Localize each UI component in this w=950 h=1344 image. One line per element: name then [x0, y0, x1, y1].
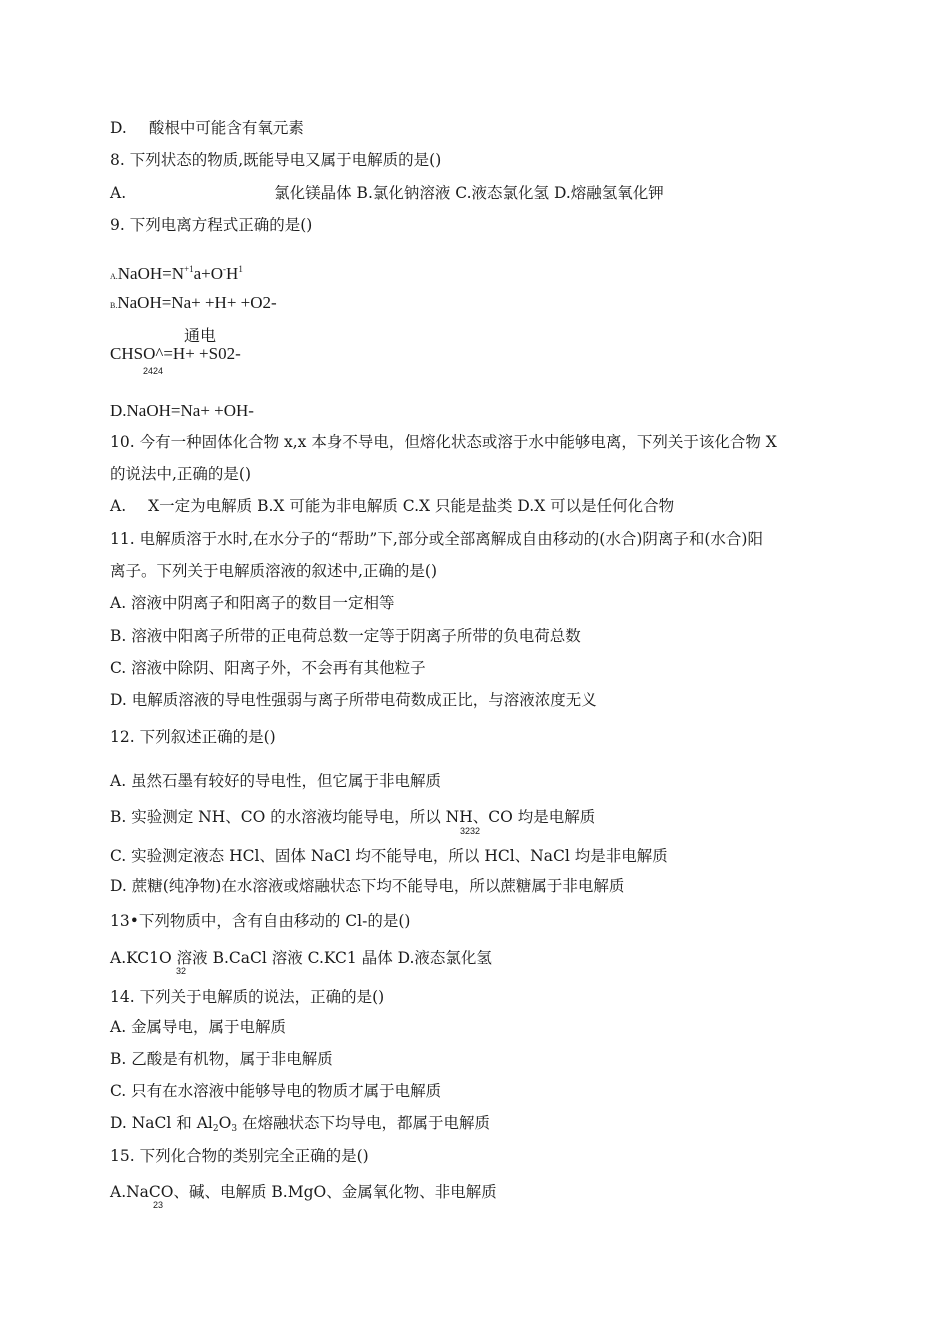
superscript: -	[223, 264, 227, 274]
option-label: D.	[110, 119, 127, 137]
question-14: 14. 下列关于电解质的说法，正确的是()	[110, 988, 385, 1006]
question-15-subscripts: 23	[153, 1200, 164, 1210]
equation-d: D.NaOH=Na+ +OH-	[110, 401, 254, 420]
question-13-options: A.KC1O 溶液 B.CaCl 溶液 C.KC1 晶体 D.液态氯化氢	[110, 949, 492, 967]
question-15-options: A.NaCO、碱、电解质 B.MgO、金属氧化物、非电解质	[110, 1183, 497, 1201]
electrolysis-label: 通电	[184, 326, 217, 345]
eq-part: a+O	[193, 264, 224, 283]
question-12-option-a: A. 虽然石墨有较好的导电性，但它属于非电解质	[110, 772, 442, 790]
question-12: 12. 下列叙述正确的是()	[110, 728, 276, 746]
subscript: 2	[212, 1124, 219, 1134]
question-15: 15. 下列化合物的类别完全正确的是()	[110, 1147, 369, 1165]
equation-b	[110, 293, 277, 316]
question-14-option-b: B. 乙酸是有机物，属于非电解质	[110, 1050, 333, 1068]
option-text: X一定为电解质 B.X 可能为非电解质 C.X 只能是盐类 D.X 可以是任何化合物	[148, 497, 675, 515]
eq-part: NaOH=N	[117, 264, 185, 283]
question-12-option-c: C. 实验测定液态 HCl、固体 NaCl 均不能导电，所以 HCl、NaCl 均是非电解质	[110, 847, 668, 865]
option-text: O	[218, 1114, 232, 1132]
option-d-q7	[110, 118, 304, 138]
question-11-cont: 离子。下列关于电解质溶液的叙述中,正确的是()	[110, 562, 438, 580]
option-b-subscripts: 3232	[460, 826, 481, 836]
question-10-options	[110, 496, 674, 516]
question-11: 11. 电解质溶于水时,在水分子的“帮助”下,部分或全部离解成自由移动的(水合)阴离子和(水合)阳	[110, 530, 763, 548]
equation-a	[110, 259, 243, 287]
question-10-cont: 的说法中,正确的是()	[110, 465, 252, 483]
question-8: 8. 下列状态的物质,既能导电又属于电解质的是()	[110, 151, 442, 169]
subscript: 3	[231, 1124, 238, 1134]
question-13: 13•下列物质中，含有自由移动的 Cl-的是()	[110, 912, 411, 930]
question-14-option-c: C. 只有在水溶液中能够导电的物质才属于电解质	[110, 1082, 442, 1100]
equation-label: B.	[110, 301, 118, 310]
superscript: +1	[184, 264, 194, 274]
option-text: 氯化镁晶体 B.氯化钠溶液 C.液态氯化氢 D.熔融氢氧化钾	[274, 184, 664, 202]
equation-label: A.	[110, 272, 118, 281]
question-14-option-a: A. 金属导电，属于电解质	[110, 1018, 287, 1036]
question-9: 9. 下列电离方程式正确的是()	[110, 216, 313, 234]
equation-c-subscripts: 2424	[143, 366, 164, 376]
option-text: D. NaCl 和 Al	[110, 1114, 213, 1132]
question-11-option-a: A. 溶液中阴离子和阳离子的数目一定相等	[110, 594, 395, 612]
question-13-subscripts: 32	[176, 966, 187, 976]
option-label: A.	[110, 497, 127, 515]
superscript: 1	[238, 264, 243, 274]
option-text: 在熔融状态下均导电，都属于电解质	[237, 1114, 490, 1132]
question-8-options	[110, 183, 664, 203]
question-11-option-c: C. 溶液中除阴、阳离子外，不会再有其他粒子	[110, 659, 426, 677]
option-text: 酸根中可能含有氧元素	[148, 119, 304, 137]
question-12-option-d: D. 蔗糖(纯净物)在水溶液或熔融状态下均不能导电，所以蔗糖属于非电解质	[110, 877, 625, 895]
eq-part: H	[226, 264, 239, 283]
question-12-option-b: B. 实验测定 NH、CO 的水溶液均能导电，所以 NH、CO 均是电解质	[110, 808, 596, 826]
question-10: 10. 今有一种固体化合物 x,x 本身不导电，但熔化状态或溶于水中能够电离，下列关于该化合物 X	[110, 433, 777, 451]
equation-text: NaOH=Na+ +H+ +O2-	[117, 293, 277, 312]
option-label: A.	[110, 184, 127, 202]
question-11-option-d: D. 电解质溶液的导电性强弱与离子所带电荷数成正比，与溶液浓度无义	[110, 691, 597, 709]
question-14-option-d	[110, 1113, 490, 1139]
question-11-option-b: B. 溶液中阳离子所带的正电荷总数一定等于阴离子所带的负电荷总数	[110, 627, 581, 645]
equation-c: CHSO^=H+ +S02-	[110, 344, 241, 363]
